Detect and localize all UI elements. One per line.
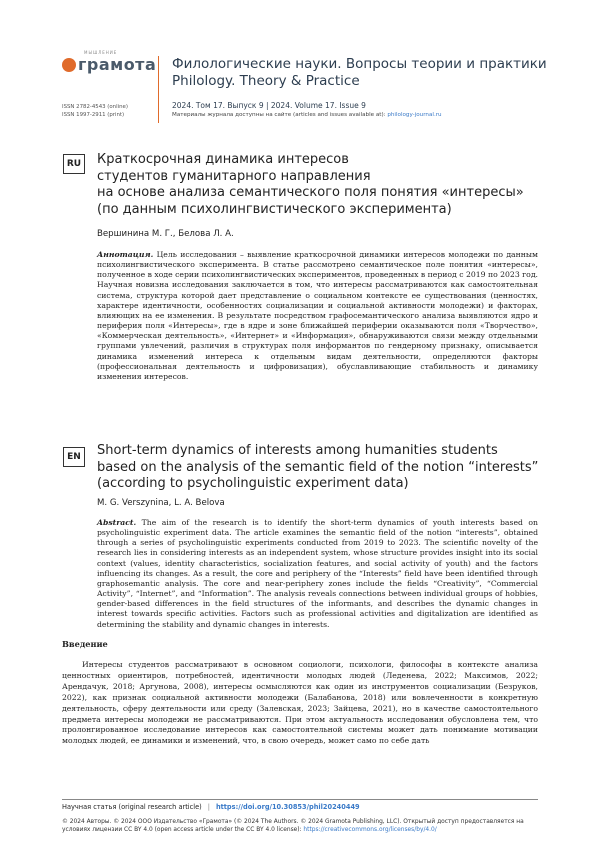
copyright-notice <box>62 818 542 834</box>
authors-en: M. G. Verszynina, L. A. Belova <box>97 498 225 508</box>
footer-divider <box>62 799 538 800</box>
journal-site-link[interactable]: philology-journal.ru <box>387 112 442 118</box>
logo-tagline: МЫШЛЕНИЕ <box>84 50 118 55</box>
title-ru-line: на основе анализа семантического поля понятия «интересы» <box>97 185 524 200</box>
title-en-line: Short-term dynamics of interests among humanities students <box>97 443 498 458</box>
intro-paragraph: Интересы студентов рассматривают в основном социологи, психологи, философы в контексте анализа ценностных ориентиров, потребностей, идентичности молодых людей (Леденева, 2022; Максимов, 2022; Арендачук, 2018; Аргунова, 2008), интересы осмысляются как один из инструментов социализации (Безруков, 2022), как признак социальной активности молодежи (Балабанова, 2018) или вовлеченности в конкретную деятельность, сферу деятельности или среду (Залевская, 2023; Зайцева, 2021), но в качестве самостоятельного предмета интересы молодежи не рассматриваются. При этом актуальность исследования обусловлена тем, что пролонгированное исследование интересов как самостоятельной системы может дать понимание мотивации молодых людей, ее динамики и изменений, что, в свою очередь, может само по себе дать <box>62 660 538 746</box>
title-en-line: based on the analysis of the semantic field of the notion “interests” <box>97 459 539 475</box>
lang-badge-en: EN <box>63 447 85 467</box>
abstract-ru-label: Аннотация. <box>97 250 154 259</box>
logo-wordmark: грамота <box>78 55 157 74</box>
doi-link[interactable]: https://doi.org/10.30853/phil20240449 <box>215 803 360 811</box>
article-title-en <box>97 443 547 493</box>
abstract-ru <box>97 250 538 382</box>
abstract-en <box>97 518 538 630</box>
abstract-ru-text: Цель исследования – выявление краткосрочной динамики интересов молодежи по данным психолингвистического эксперимента. В статье рассмотрено семантическое поле понятия «интересы», полученное в ходе серии психолингвистических экспериментов, проведенных в период с 2019 по 2023 год. Научная новизна исследования заключается в том, что интересы рассматриваются как самостоятельная система, структура которой дает представление о социальном контексте ее существования (ценностях, характере идентичности, особенностях социализации и социальной активности молодежи) и факторах, влияющих на ее изменения. В результате посредством графосемантического анализа выявляются ядро и периферия поля «Интересы», где в ядре и зоне ближайшей периферии оказываются поля «Творчество», «Коммерческая деятельность», «Интернет» и «Информация», обнаруживаются связи между отдельными группами увлечений, различия в структурах поля информантов по гендерному признаку, описывается динамика изменений интереса к отдельным видам деятельности, определяются факторы (профессиональная деятельность и цифровизация), обуславливающие стабильность и динамику изменения интересов. <box>97 250 538 381</box>
title-ru-line: (по данным психолингвистического эксперимента) <box>97 201 452 217</box>
journal-issue: 2024. Том 17. Выпуск 9 | 2024. Volume 17. Issue 9 <box>172 101 366 110</box>
article-type: Научная статья (original research article) <box>62 803 202 811</box>
abstract-en-text: The aim of the research is to identify the short-term dynamics of youth interests based on psycholinguistic experiment data. The article examines the semantic field of the notion “interests”, obtained through a series of psycholinguistic experiments conducted from 2019 to 2023. The scientific novelty of the research lies in considering interests as an independent system, whose structure provides insight into its social context (values, identity characteristics, socialization features, and social activity of youth) and the factors influencing its changes. As a result, the core and periphery of the “Interests” field have been identified through graphosemantic analysis. The core and near-periphery zones include the fields “Creativity”, “Commercial Activity”, “Internet”, and “Information”. The analysis reveals connections between individual groups of hobbies, gender-based differences in the field structures of the informants, and describes the dynamic changes in interest towards specific activities. Factors such as professional activities and digitalization are identified as determining the stability and dynamic changes in interests. <box>97 518 538 629</box>
article-title-ru <box>97 152 547 218</box>
issn-print: ISSN 1997-2911 (print) <box>62 112 125 118</box>
license-link[interactable]: https://creativecommons.org/licenses/by/4.0/ <box>303 827 437 833</box>
title-ru-line: Краткосрочная динамика интересов <box>97 152 349 167</box>
journal-title-ru: Филологические науки. Вопросы теории и практики <box>172 56 547 72</box>
issn-block <box>62 103 128 119</box>
lang-badge-ru: RU <box>63 154 85 174</box>
header-divider <box>158 56 159 123</box>
logo-mark-icon <box>62 58 76 72</box>
publisher-logo <box>62 50 156 74</box>
issn-online: ISSN 2782-4543 (online) <box>62 104 128 110</box>
title-en-line: (according to psycholinguistic experiment data) <box>97 476 409 491</box>
journal-note <box>172 112 442 118</box>
journal-title <box>172 56 547 90</box>
title-ru-line: студентов гуманитарного направления <box>97 168 371 184</box>
footer-separator: | <box>207 803 210 811</box>
copyright-text: © 2024 Авторы. © 2024 ООО Издательство «Грамота» (© 2024 The Authors. © 2024 Gramota Publishing, LLC). Открытый доступ предоставляется на условиях лицензии CC BY 4.0 (open access article under the CC BY 4.0 license): <box>62 819 524 833</box>
footer-meta <box>62 803 360 811</box>
section-heading: Введение <box>62 639 108 649</box>
journal-note-text: Материалы журнала доступны на сайте (articles and issues available at): <box>172 112 388 118</box>
journal-title-en: Philology. Theory & Practice <box>172 73 360 89</box>
abstract-en-label: Abstract. <box>97 518 137 527</box>
authors-ru: Вершинина М. Г., Белова Л. А. <box>97 229 234 239</box>
